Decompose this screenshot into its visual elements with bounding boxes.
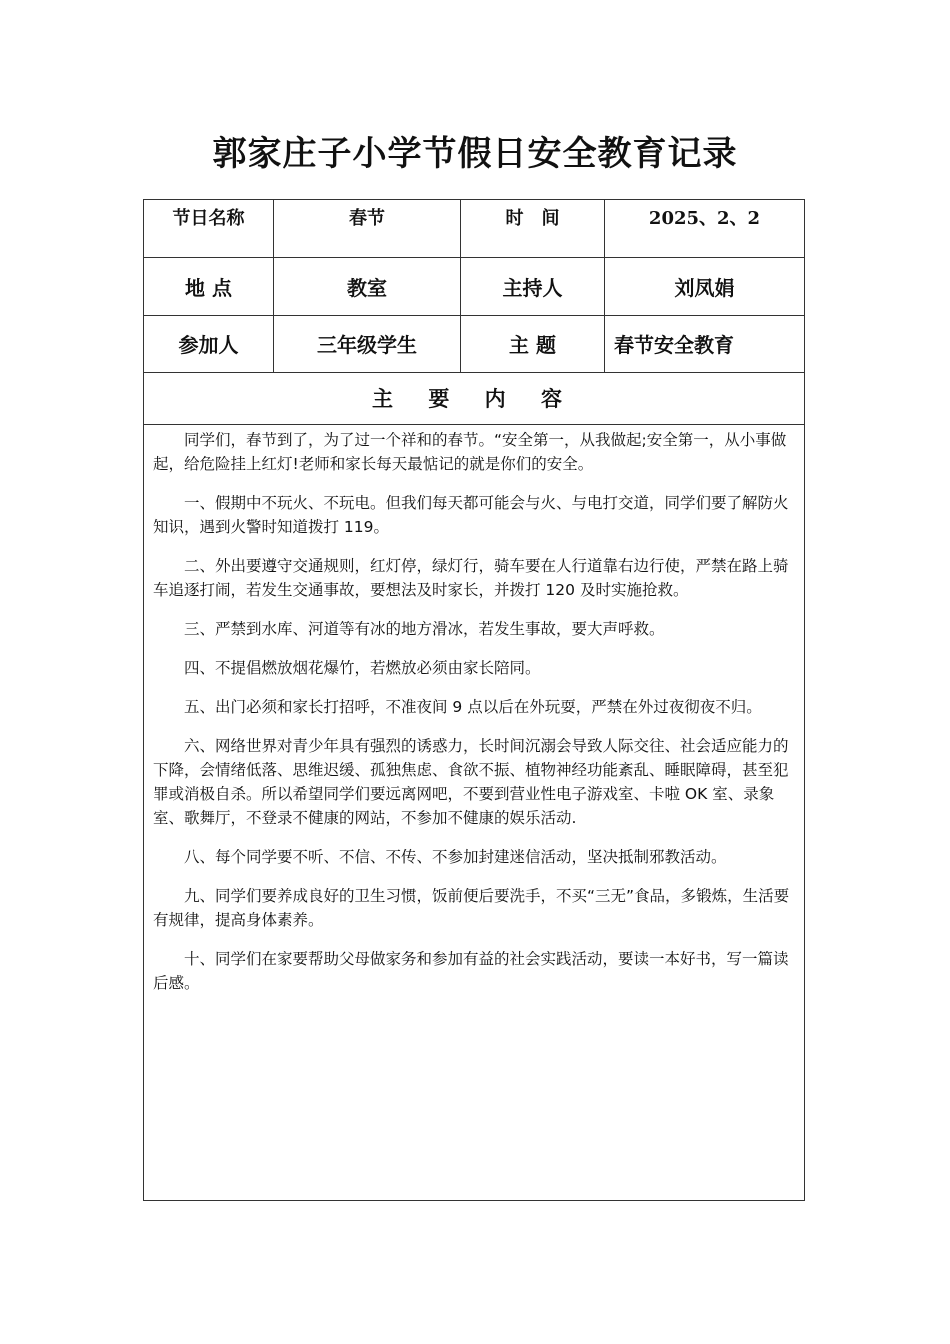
festival-name-value: 春节 <box>273 200 460 257</box>
content-paragraph: 同学们，春节到了，为了过一个祥和的春节。“安全第一，从我做起;安全第一，从小事做起，给危险挂上红灯!老师和家长每天最惦记的就是你们的安全。 <box>153 431 787 473</box>
content-paragraph: 九、同学们要养成良好的卫生习惯，饭前便后要洗手，不买“三无”食品，多锻炼，生活要有规律，提高身体素养。 <box>153 887 790 929</box>
content-paragraph: 六、网络世界对青少年具有强烈的诱惑力，长时间沉溺会导致人际交往、社会适应能力的下降，会情绪低落、思维迟缓、孤独焦虑、食欲不振、植物神经功能紊乱、睡眠障碍，甚至犯罪或消极自杀。所以希望同学们要远离网吧，不要到营业性电子游戏室、卡啦 OK 室、录象室、歌舞厅，不登录不健康的网站，不参加不健康的娱乐活动. <box>153 737 789 827</box>
content-paragraph: 三、严禁到水库、河道等有冰的地方滑冰，若发生事故，要大声呼救。 <box>184 620 665 638</box>
content-paragraph: 十、同学们在家要帮助父母做家务和参加有益的社会实践活动，要读一本好书，写一篇读后感。 <box>153 950 789 992</box>
topic-value: 春节安全教育 <box>604 315 804 372</box>
page-title: 郭家庄子小学节假日安全教育记录 <box>212 134 738 174</box>
location-value: 教室 <box>273 257 460 315</box>
time-value: 2025、2、2 <box>604 200 804 257</box>
location-label: 地 点 <box>185 275 232 300</box>
content-paragraph: 八、每个同学要不听、不信、不传、不参加封建迷信活动，坚决抵制邪教活动。 <box>184 848 727 866</box>
host-value: 刘凤娟 <box>604 257 804 315</box>
topic-label: 主 题 <box>460 315 604 372</box>
content-paragraph: 四、不提倡燃放烟花爆竹，若燃放必须由家长陪同。 <box>184 659 541 677</box>
main-content <box>144 428 804 1010</box>
record-table <box>143 199 805 1201</box>
participants-value: 三年级学生 <box>273 315 460 372</box>
info-row-location <box>144 257 804 316</box>
info-row-festival <box>144 200 804 258</box>
time-label: 时 间 <box>460 200 604 257</box>
section-heading: 主 要 内 容 <box>144 372 804 425</box>
content-paragraph: 二、外出要遵守交通规则，红灯停，绿灯行，骑车要在人行道靠右边行使，严禁在路上骑车追逐打闹，若发生交通事故，要想法及时家长，并拨打 120 及时实施抢救。 <box>153 557 789 599</box>
content-paragraph: 五、出门必须和家长打招呼，不准夜间 9 点以后在外玩耍，严禁在外过夜彻夜不归。 <box>184 698 762 716</box>
host-label: 主持人 <box>460 257 604 315</box>
festival-name-label: 节日名称 <box>172 208 245 229</box>
info-row-participants <box>144 315 804 373</box>
content-paragraph: 一、假期中不玩火、不玩电。但我们每天都可能会与火、与电打交道，同学们要了解防火知识，遇到火警时知道拨打 119。 <box>153 494 789 536</box>
participants-label: 参加人 <box>178 333 239 357</box>
